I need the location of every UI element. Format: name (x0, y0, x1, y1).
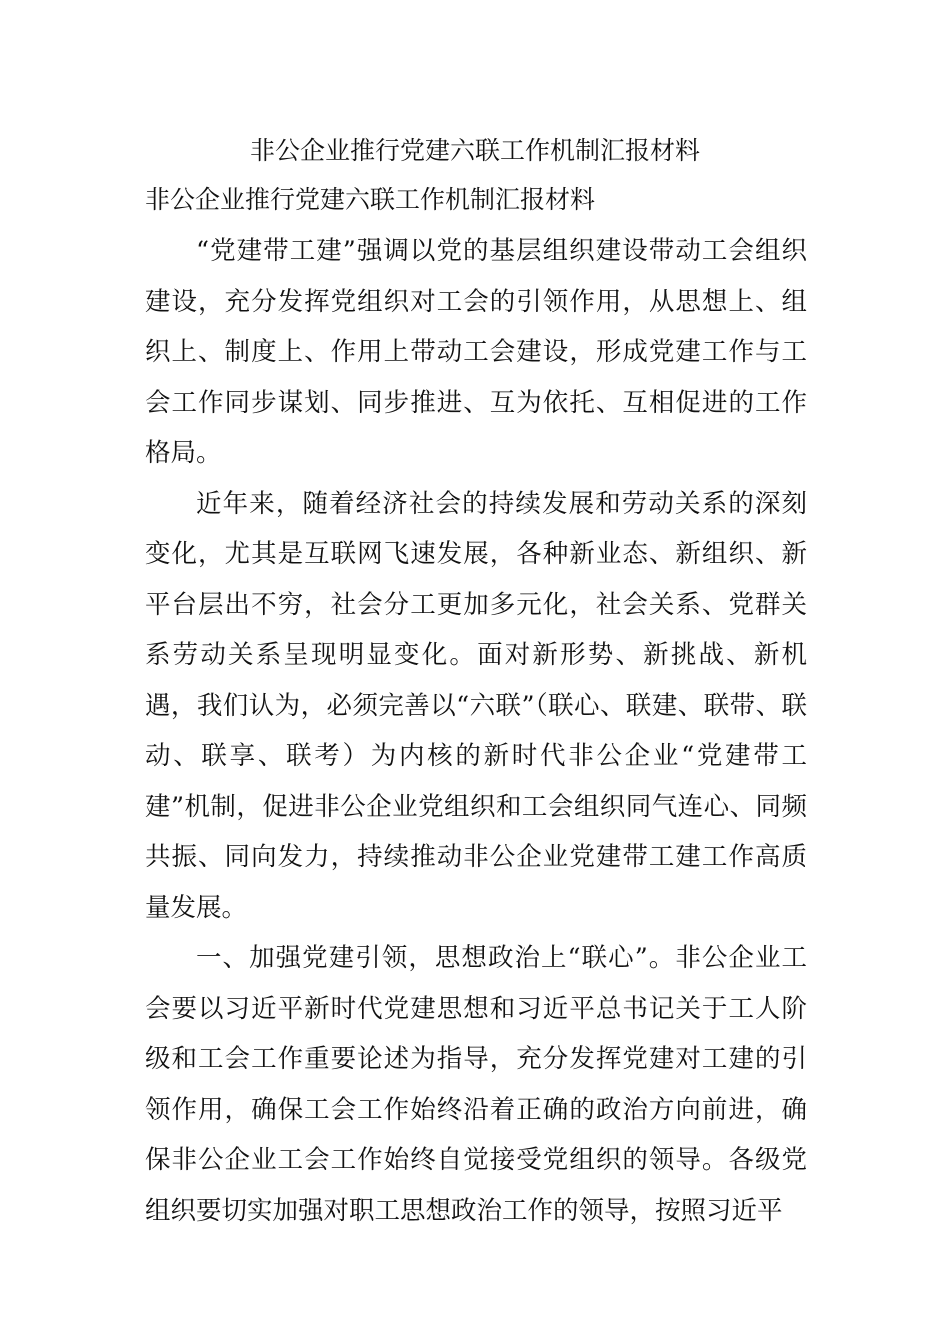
paragraph-section-one: 一、加强党建引领，思想政治上“联心”。非公企业工会要以习近平新时代党建思想和习近平总书记关于工人阶级和工会工作重要论述为指导，充分发挥党建对工建的引领作用，确保工会工作始终沿着正确的政治方向前进，确保非公企业工会工作始终自觉接受党组织的领导。各级党组织要切实加强对职工思想政治工作的领导，按照习近平 (145, 943, 807, 1226)
paragraph-background: 近年来，随着经济社会的持续发展和劳动关系的深刻变化，尤其是互联网飞速发展，各种新业态、新组织、新平台层出不穷，社会分工更加多元化，社会关系、党群关系劳动关系呈现明显变化。面对新形势、新挑战、新机遇，我们认为，必须完善以“六联”（联心、联建、联带、联动、联享、联考）为内核的新时代非公企业“党建带工建”机制，促进非公企业党组织和工会组织同气连心、同频共振、同向发力，持续推动非公企业党建带工建工作高质量发展。 (145, 488, 807, 923)
document-body (145, 226, 807, 1236)
document-title: 非公企业推行党建六联工作机制汇报材料 (249, 136, 700, 165)
document-subtitle: 非公企业推行党建六联工作机制汇报材料 (145, 185, 596, 214)
paragraph-intro: “党建带工建”强调以党的基层组织建设带动工会组织建设，充分发挥党组织对工会的引领作用，从思想上、组织上、制度上、作用上带动工会建设，形成党建工作与工会工作同步谋划、同步推进、互为依托、互相促进的工作格局。 (145, 236, 807, 468)
